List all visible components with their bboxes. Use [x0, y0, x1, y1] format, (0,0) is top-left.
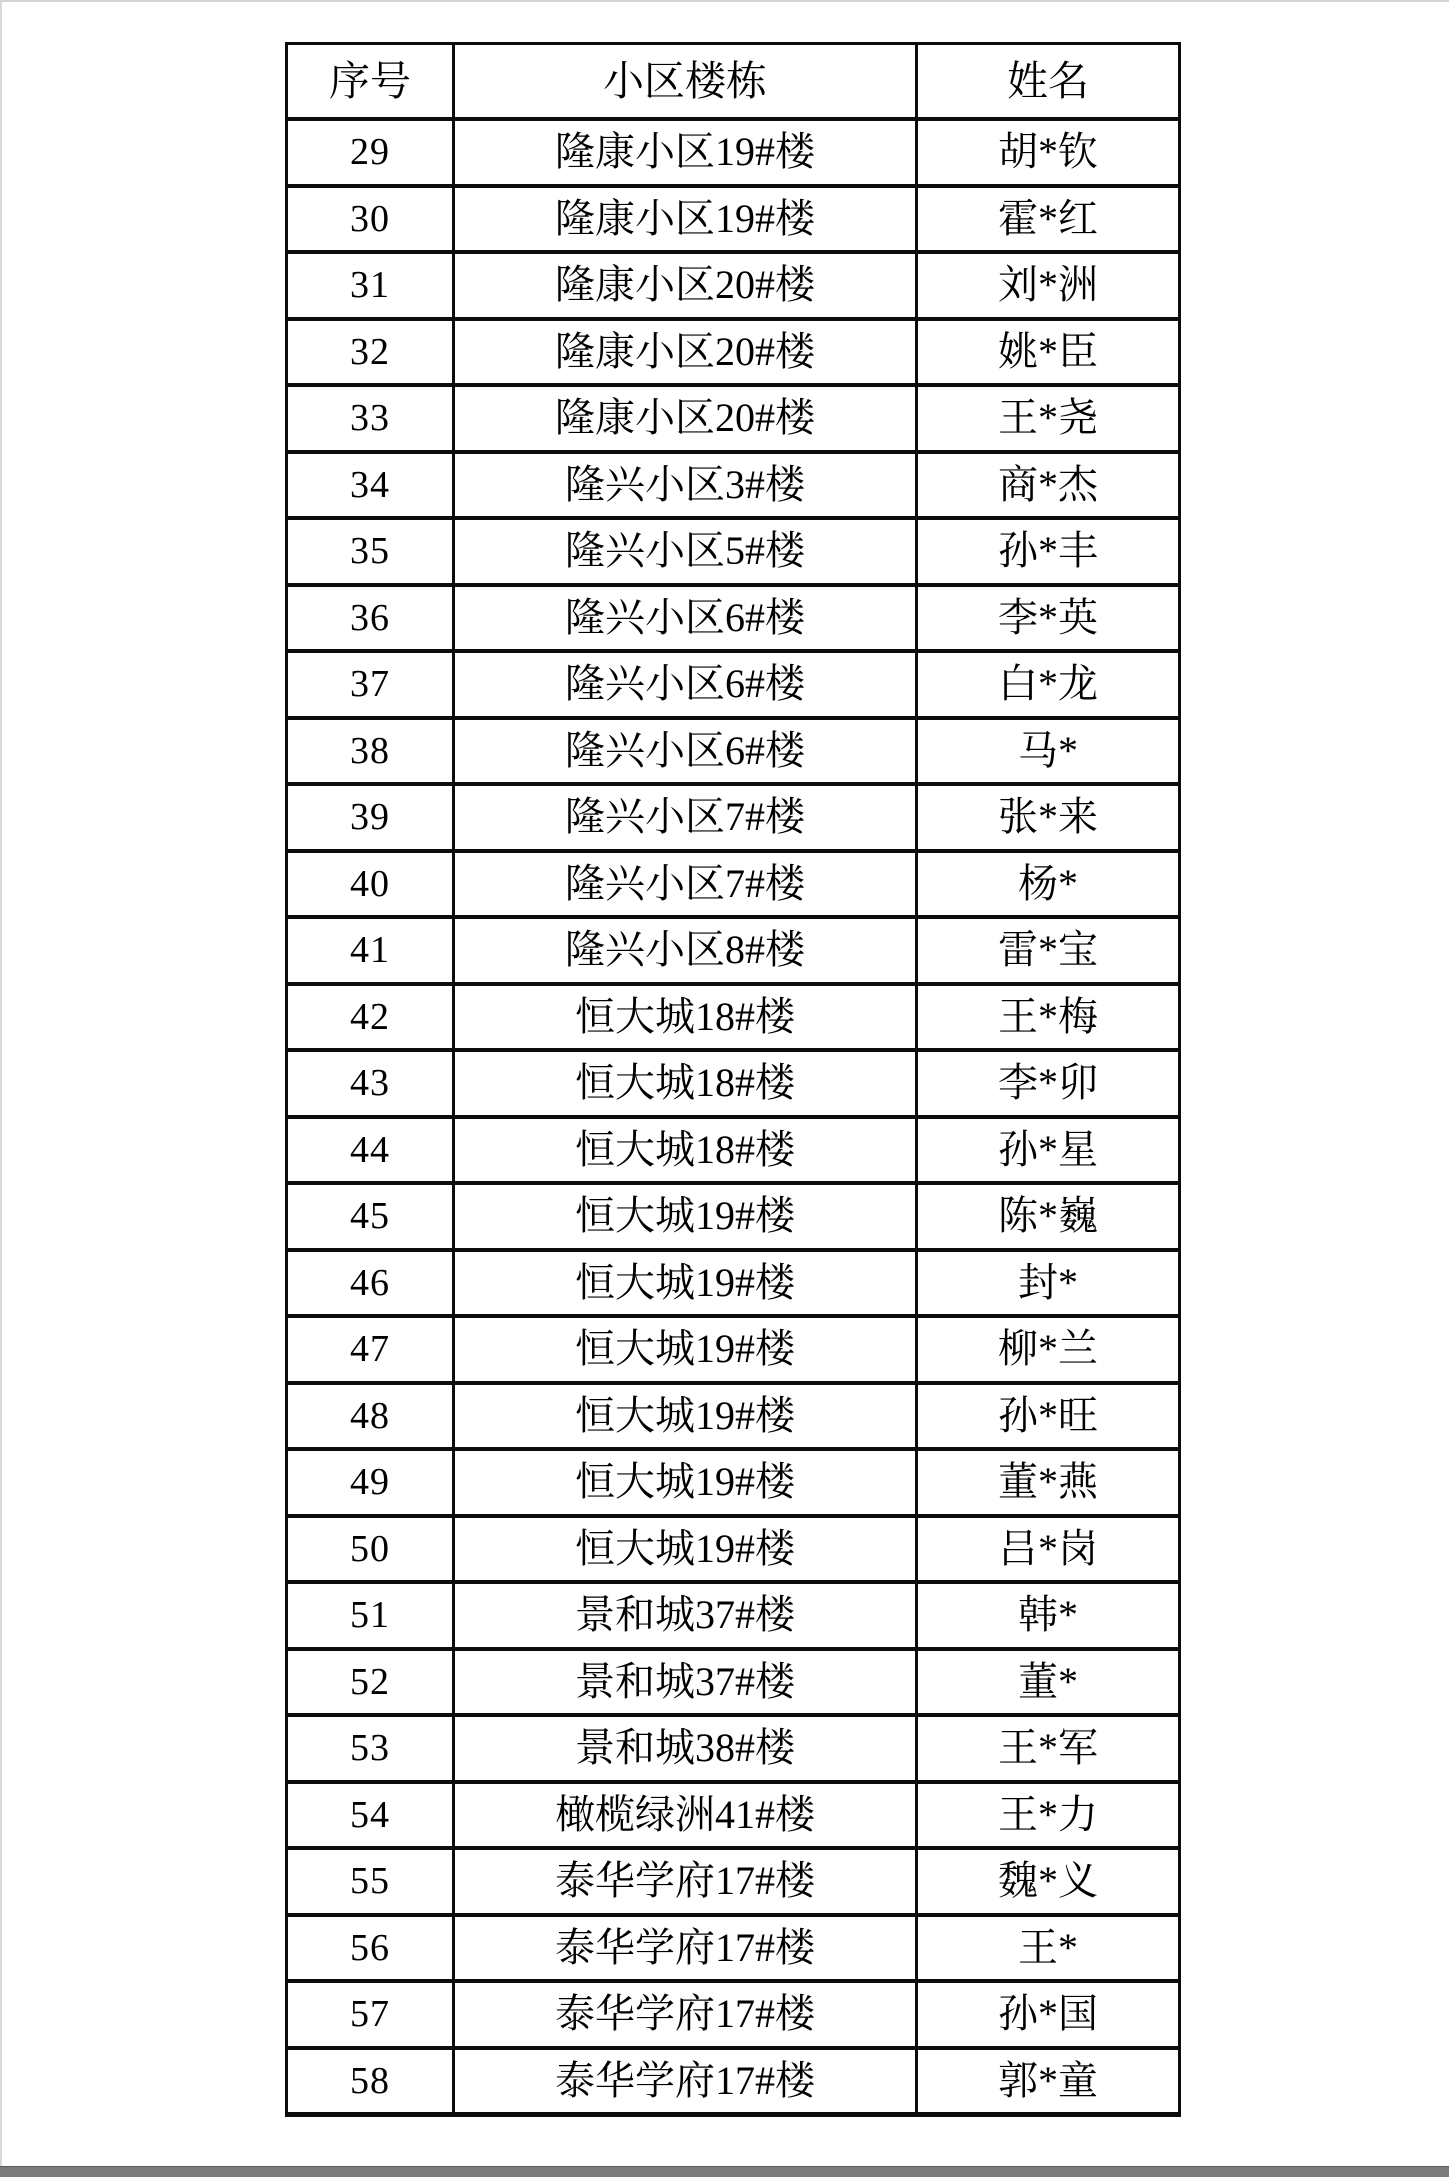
cell-name: 胡*钦 — [918, 121, 1178, 184]
cell-name: 陈*巍 — [918, 1185, 1178, 1248]
cell-building: 隆兴小区6#楼 — [455, 587, 915, 650]
cell-building: 泰华学府17#楼 — [455, 1850, 915, 1913]
cell-name: 霍*红 — [918, 188, 1178, 251]
cell-name: 张*来 — [918, 786, 1178, 849]
cell-index: 54 — [288, 1784, 452, 1847]
cell-index: 35 — [288, 520, 452, 583]
cell-building: 景和城37#楼 — [455, 1584, 915, 1647]
cell-building: 景和城38#楼 — [455, 1717, 915, 1780]
cell-name: 吕*岗 — [918, 1518, 1178, 1581]
cell-index: 57 — [288, 1983, 452, 2046]
cell-index: 47 — [288, 1318, 452, 1381]
cell-building: 隆康小区19#楼 — [455, 121, 915, 184]
cell-index: 40 — [288, 853, 452, 916]
column-header-name: 姓名 — [918, 45, 1178, 117]
cell-index: 37 — [288, 653, 452, 716]
cell-name: 雷*宝 — [918, 919, 1178, 982]
cell-building: 隆康小区20#楼 — [455, 321, 915, 384]
cell-building: 隆兴小区8#楼 — [455, 919, 915, 982]
cell-name: 李*英 — [918, 587, 1178, 650]
cell-building: 隆兴小区3#楼 — [455, 454, 915, 517]
cell-name: 王*力 — [918, 1784, 1178, 1847]
cell-building: 隆康小区19#楼 — [455, 188, 915, 251]
cell-index: 45 — [288, 1185, 452, 1248]
cell-index: 30 — [288, 188, 452, 251]
cell-building: 隆兴小区7#楼 — [455, 786, 915, 849]
cell-index: 52 — [288, 1651, 452, 1714]
cell-building: 恒大城19#楼 — [455, 1385, 915, 1448]
cell-building: 隆康小区20#楼 — [455, 387, 915, 450]
cell-index: 38 — [288, 720, 452, 783]
column-header-building: 小区楼栋 — [455, 45, 915, 117]
masked-residents-table — [285, 42, 1181, 2117]
cell-index: 39 — [288, 786, 452, 849]
cell-building: 景和城37#楼 — [455, 1651, 915, 1714]
cell-building: 隆康小区20#楼 — [455, 254, 915, 317]
cell-name: 柳*兰 — [918, 1318, 1178, 1381]
cell-name: 商*杰 — [918, 454, 1178, 517]
cell-building: 隆兴小区6#楼 — [455, 720, 915, 783]
cell-name: 董*燕 — [918, 1451, 1178, 1514]
cell-index: 42 — [288, 986, 452, 1049]
cell-name: 王* — [918, 1917, 1178, 1980]
cell-index: 41 — [288, 919, 452, 982]
cell-name: 孙*旺 — [918, 1385, 1178, 1448]
cell-name: 杨* — [918, 853, 1178, 916]
cell-index: 58 — [288, 2050, 452, 2113]
cell-name: 郭*童 — [918, 2050, 1178, 2113]
screenshot-bottom-bar — [0, 2166, 1449, 2177]
cell-building: 恒大城19#楼 — [455, 1185, 915, 1248]
cell-index: 53 — [288, 1717, 452, 1780]
cell-index: 51 — [288, 1584, 452, 1647]
cell-building: 恒大城18#楼 — [455, 1052, 915, 1115]
cell-building: 恒大城18#楼 — [455, 1119, 915, 1182]
cell-index: 29 — [288, 121, 452, 184]
cell-name: 董* — [918, 1651, 1178, 1714]
cell-name: 王*尧 — [918, 387, 1178, 450]
cell-index: 50 — [288, 1518, 452, 1581]
cell-index: 36 — [288, 587, 452, 650]
cell-building: 恒大城19#楼 — [455, 1518, 915, 1581]
cell-building: 泰华学府17#楼 — [455, 2050, 915, 2113]
cell-building: 隆兴小区5#楼 — [455, 520, 915, 583]
cell-index: 31 — [288, 254, 452, 317]
cell-index: 33 — [288, 387, 452, 450]
cell-name: 王*梅 — [918, 986, 1178, 1049]
cell-building: 泰华学府17#楼 — [455, 1917, 915, 1980]
cell-name: 韩* — [918, 1584, 1178, 1647]
cell-name: 李*卯 — [918, 1052, 1178, 1115]
column-header-index: 序号 — [288, 45, 452, 117]
cell-index: 34 — [288, 454, 452, 517]
cell-building: 泰华学府17#楼 — [455, 1983, 915, 2046]
cell-index: 46 — [288, 1252, 452, 1315]
cell-name: 魏*义 — [918, 1850, 1178, 1913]
screenshot-top-edge — [0, 0, 1449, 2]
cell-building: 橄榄绿洲41#楼 — [455, 1784, 915, 1847]
cell-name: 封* — [918, 1252, 1178, 1315]
screenshot-left-edge — [0, 0, 2, 2176]
cell-name: 姚*臣 — [918, 321, 1178, 384]
cell-name: 孙*丰 — [918, 520, 1178, 583]
cell-index: 55 — [288, 1850, 452, 1913]
cell-building: 恒大城19#楼 — [455, 1451, 915, 1514]
cell-building: 恒大城18#楼 — [455, 986, 915, 1049]
cell-index: 48 — [288, 1385, 452, 1448]
cell-building: 隆兴小区6#楼 — [455, 653, 915, 716]
cell-index: 43 — [288, 1052, 452, 1115]
cell-name: 刘*洲 — [918, 254, 1178, 317]
cell-index: 56 — [288, 1917, 452, 1980]
cell-building: 恒大城19#楼 — [455, 1252, 915, 1315]
cell-index: 44 — [288, 1119, 452, 1182]
cell-building: 隆兴小区7#楼 — [455, 853, 915, 916]
cell-name: 白*龙 — [918, 653, 1178, 716]
cell-name: 孙*星 — [918, 1119, 1178, 1182]
cell-name: 马* — [918, 720, 1178, 783]
cell-building: 恒大城19#楼 — [455, 1318, 915, 1381]
cell-index: 32 — [288, 321, 452, 384]
cell-name: 孙*国 — [918, 1983, 1178, 2046]
cell-name: 王*军 — [918, 1717, 1178, 1780]
cell-index: 49 — [288, 1451, 452, 1514]
